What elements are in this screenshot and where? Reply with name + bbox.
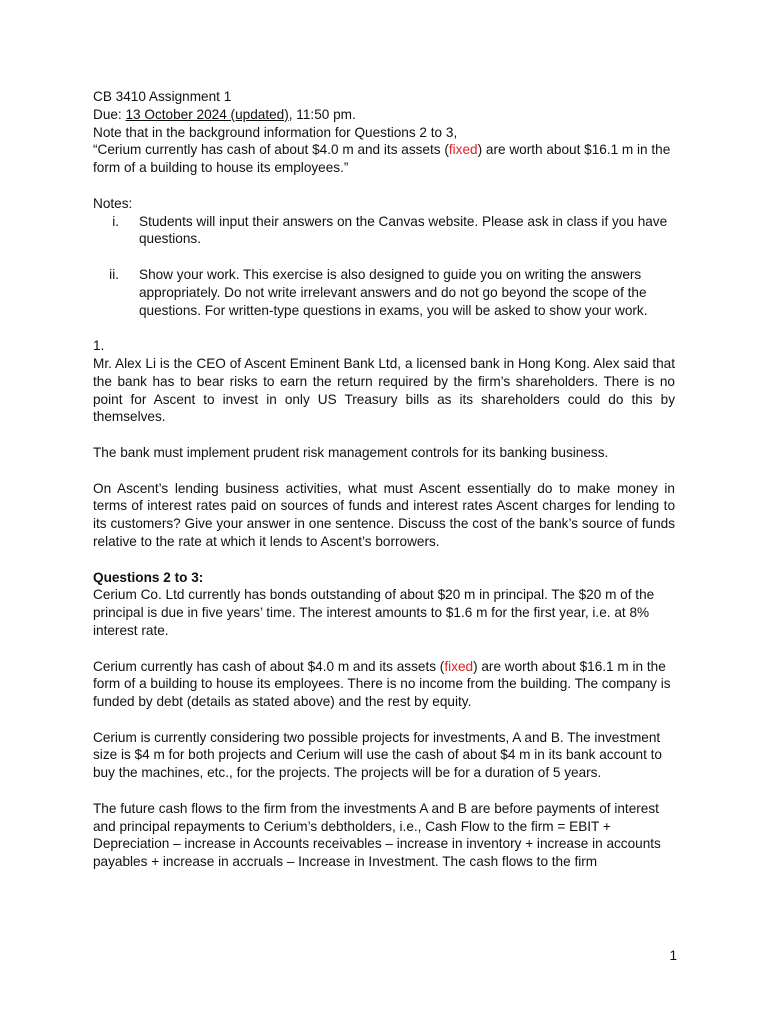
background-quote [93,141,675,177]
fixed-highlight: fixed [444,658,474,674]
questions-2-3-paragraph-1: Cerium Co. Ltd currently has bonds outstanding of about $20 m in principal. The $20 m of the principal is due in five years’ time. The interest amounts to $1.6 m for the first year, i.e. at 8% interest rate. [93,587,655,638]
spacer [93,319,675,337]
spacer [93,248,675,266]
quote-part-a: “Cerium currently has cash of about $4.0 m and its assets ( [93,142,449,158]
note-item-2 [93,266,675,319]
spacer [93,782,675,800]
spacer [93,426,675,444]
paragraph-part-a: Cerium currently has cash of about $4.0 m and its assets ( [93,658,445,674]
questions-2-3-paragraph-3: Cerium is currently considering two possible projects for investments, A and B. The investment size is $4 m for both projects and Cerium will use the cash of about $4 m in its bank account to buy the machines, etc., for the projects. The projects will be for a duration of 5 years. [93,729,662,781]
due-time: , 11:50 pm. [288,106,356,122]
quote-part-b: ) are worth about $16.1 m in the form of a building to house its employees.” [93,142,671,176]
question-1-paragraph-1: Mr. Alex Li is the CEO of Ascent Eminent Bank Ltd, a licensed bank in Hong Kong. Alex said that the bank has to bear risks to earn the return required by the firm’s shareholders. There is no point for Ascent to invest in only US Treasury bills as its shareholders could do this by themselves. [93,355,675,425]
note-item-1 [93,213,675,249]
page-number: 1 [669,948,677,963]
quote-fixed-highlight: fixed [448,142,478,158]
assignment-title: CB 3410 Assignment 1 [93,89,232,104]
questions-2-3-paragraph-2 [93,658,675,711]
questions-2-3-paragraph-4: The future cash flows to the firm from the investments A and B are before payments of interest and principal repayments to Cerium’s debtholders, i.e., Cash Flow to the firm = EBIT + Depreciation – increase in Accounts receivables – increase in inventory + increase in accounts payables + increase in accruals – Increase in Investment. The cash flows to the firm [93,800,661,870]
note-text: Students will input their answers on the Canvas website. Please ask in class if you have questions. [139,213,668,247]
note-number: i. [112,213,119,229]
notes-heading: Notes: [93,195,133,211]
question-1-number: 1. [93,338,105,354]
note-intro: Note that in the background information for Questions 2 to 3, [93,124,458,140]
question-1-paragraph-3: On Ascent’s lending business activities, what must Ascent essentially do to make money in terms of interest rates paid on sources of funds and interest rates Ascent charges for lending to its customers? Give your answer in one sentence. Discuss the cost of the bank’s source of funds relative to the rate at which it lends to Ascent’s borrowers. [93,480,675,549]
spacer [93,711,675,729]
questions-2-3-heading: Questions 2 to 3: [93,569,204,585]
due-line [93,106,675,124]
paragraph-part-b: ) are worth about $16.1 m in the form of a building to house its employees. There is no income from the building. The company is funded by debt (details as stated above) and the rest by equity. [93,658,671,710]
spacer [93,462,675,480]
due-label: Due: [93,106,126,122]
document-body [93,88,675,871]
note-number: ii. [109,266,119,282]
spacer [93,177,675,195]
due-date: 13 October 2024 (updated) [125,106,289,122]
question-1-paragraph-2: The bank must implement prudent risk management controls for its banking business. [93,444,609,460]
note-text: Show your work. This exercise is also designed to guide you on writing the answers appropriately. Do not write irrelevant answers and do not go beyond the scope of the questions. For written-type questions in exams, you will be asked to show your work. [139,266,648,318]
spacer [93,640,675,658]
spacer [93,551,675,569]
